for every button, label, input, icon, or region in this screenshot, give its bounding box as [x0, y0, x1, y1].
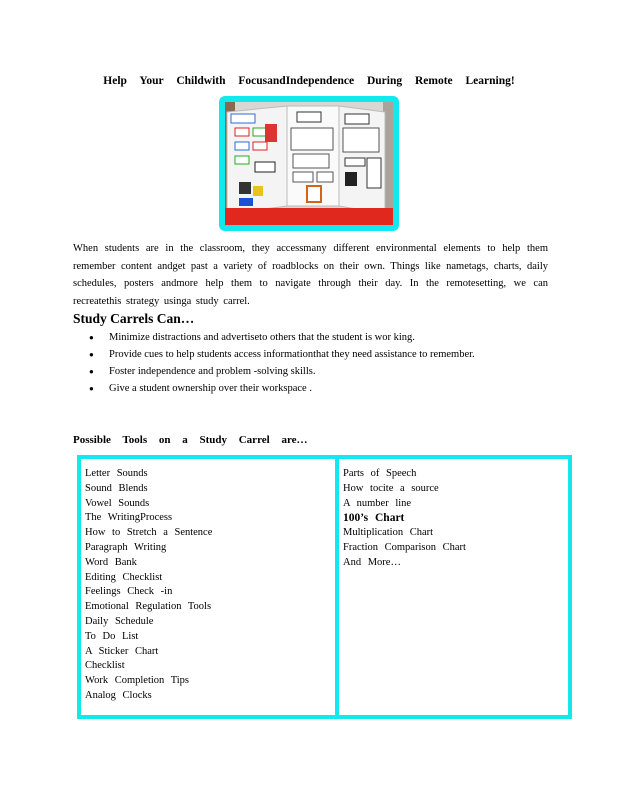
list-item: And More…	[343, 556, 401, 568]
tools-right-column	[343, 467, 466, 571]
list-item: ● Minimize distractions and advertiseto others that the student is wor king.	[73, 330, 503, 346]
tools-left-column	[85, 467, 212, 704]
list-item: Feelings Check -in	[85, 586, 173, 598]
page-title: Help Your Childwith FocusandIndependence During Remote Learning!	[103, 75, 515, 87]
list-item: How to Stretch a Sentence	[85, 527, 213, 539]
tools-table	[77, 455, 572, 719]
list-item: Vowel Sounds	[85, 497, 150, 509]
list-item: Daily Schedule	[85, 615, 154, 627]
list-item: 100’s Chart	[343, 512, 405, 525]
list-item: Analog Clocks	[85, 689, 152, 701]
list-item: The WritingProcess	[85, 512, 173, 524]
list-item: Multiplication Chart	[343, 527, 434, 539]
tools-heading: Possible Tools on a Study Carrel are…	[73, 434, 308, 446]
list-item: Word Bank	[85, 556, 137, 568]
list-item: Checklist	[85, 660, 125, 672]
list-item: Letter Sounds	[85, 468, 148, 479]
photo-frame	[219, 96, 399, 231]
benefits-list	[73, 330, 503, 398]
list-item: A number line	[343, 497, 412, 509]
list-item: Fraction Comparison Chart	[343, 541, 466, 553]
column-divider	[335, 459, 339, 715]
section-heading: Study Carrels Can…	[73, 311, 195, 326]
list-item: Emotional Regulation Tools	[85, 601, 212, 613]
list-item: Editing Checklist	[85, 571, 163, 583]
list-item: Parts of Speech	[343, 468, 417, 479]
list-item: A Sticker Chart	[85, 645, 159, 657]
list-item: How tocite a source	[343, 482, 439, 494]
list-item: Sound Blends	[85, 482, 148, 494]
list-item: Paragraph Writing	[85, 541, 167, 553]
list-item: ● Provide cues to help students access informationthat they need assistance to remember.	[73, 347, 503, 363]
list-item: ● Foster independence and problem -solving skills.	[73, 364, 503, 380]
list-item: To Do List	[85, 630, 139, 642]
study-carrel-photo	[225, 102, 393, 225]
list-item: Work Completion Tips	[85, 675, 190, 687]
intro-paragraph: When students are in the classroom, they accessmany different environmental elements to help them remember content andget past a variety of roadblocks on their own. Things like nametags, charts, daily schedules, posters andmore help them to navigate through their day. In the remotesetting, we can recreatethis strategy usinga study carrel.	[73, 243, 548, 307]
list-item: ● Give a student ownership over their workspace .	[73, 381, 503, 397]
